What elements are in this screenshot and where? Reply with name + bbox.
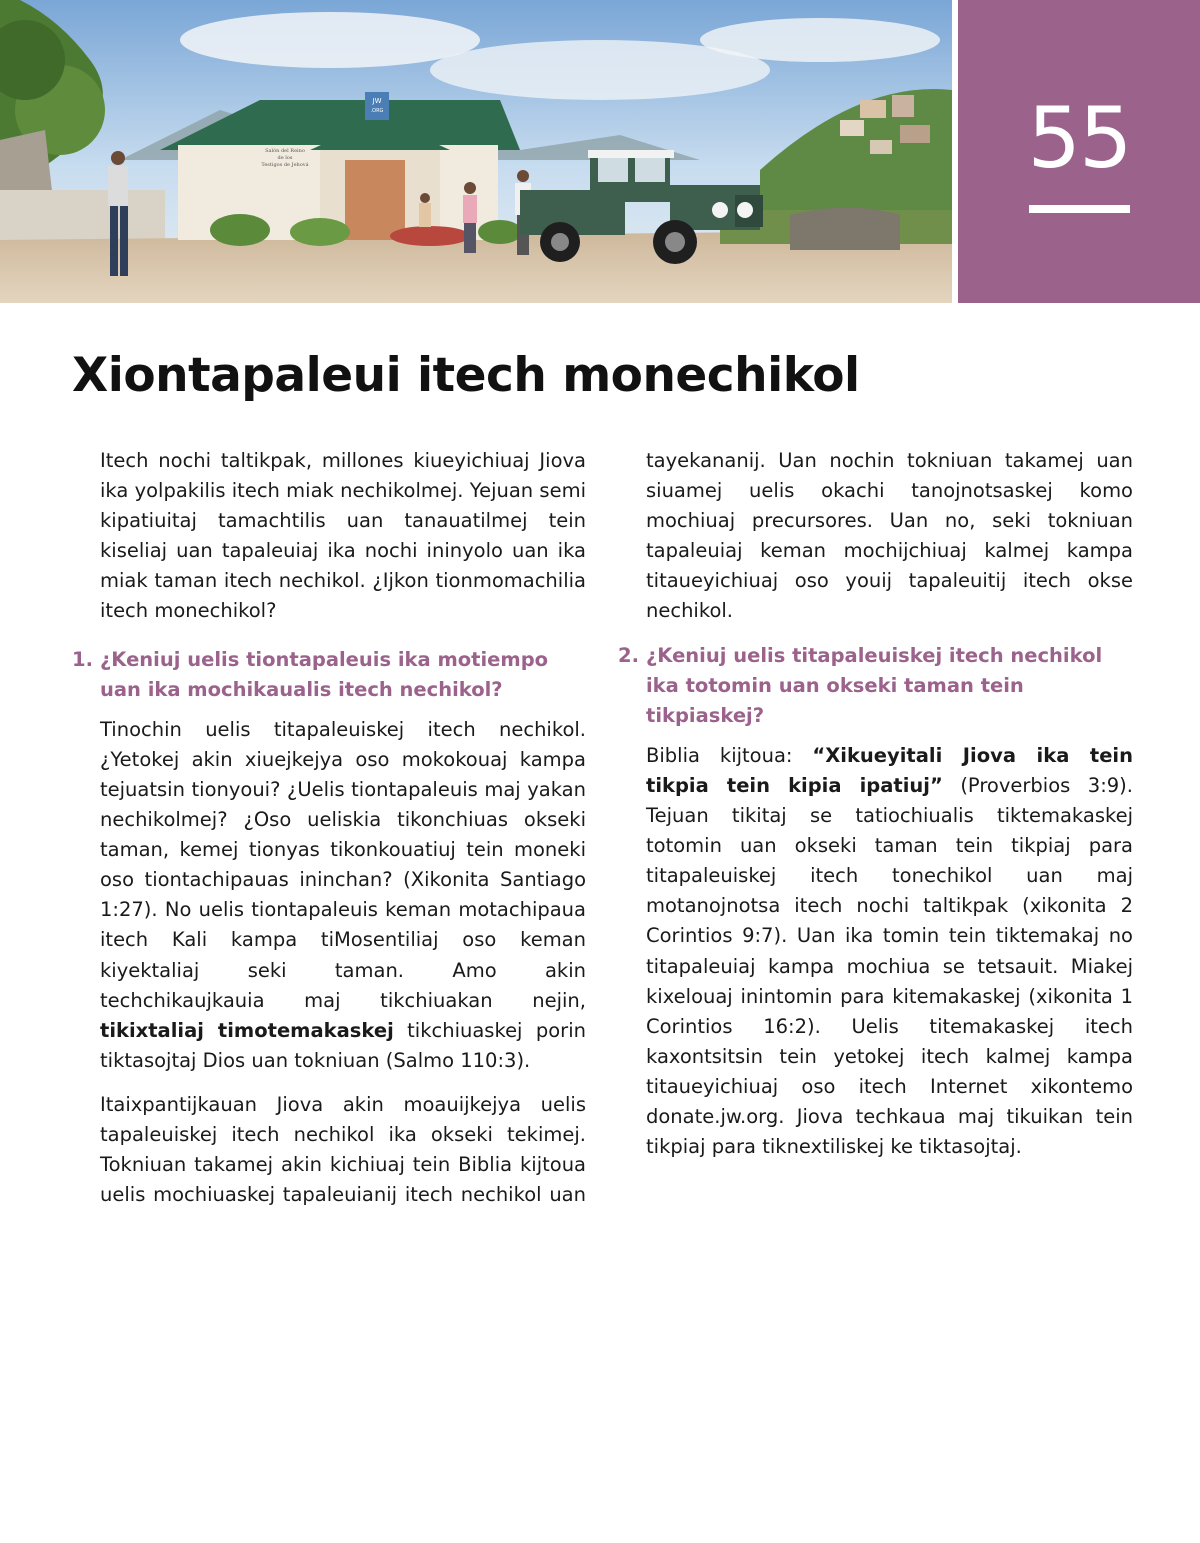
lesson-number-underline [1029,205,1130,213]
section-2-number: 2. [618,643,639,667]
page-title: Xiontapaleui itech monechikol [72,348,860,403]
section-1-paragraph-1-end: tikchiuaskej porin tiktasojtaj Dios uan tokniuan (Salmo 110:3). [100,1018,586,1072]
section-1-question [72,645,586,705]
svg-text:Testigos de Jehová: Testigos de Jehová [261,162,309,168]
svg-text:.ORG: .ORG [370,108,384,114]
section-1-number: 1. [72,647,93,671]
section-2-paragraph-1-end: (Proverbios 3:9). Tejuan tikitaj se tatiochiualis tiktemakaskej totomin uan okseki taman tein tikpiaj para titapaleuiskej itech tonechikol uan maj motanojnotsa itech nochi taltikpak (xikonita 2 Corintios 9:7). Uan ika tomin tein tiktemakaj no titapaleuiaj kampa mochiua se tetsauit. Miakej kixelouaj inintomin para kitemakaskej (xikonita 1 Corintios 16:2). Uelis titemakaskej itech kaxontsitsin tein yetokej itech kalmej kampa titaueyichiuaj oso itech Internet xikontemo donate.jw.org. Jiova techkaua maj tikuikan tein tikpiaj para tiknextiliskej ke tiktasojtaj. [646,773,1133,1159]
hero-image [0,0,952,303]
svg-text:de los: de los [277,155,293,161]
section-1-paragraph-1-text: Tinochin uelis titapaleuiskej itech nechikol. ¿Yetokej akin xiuejkejya oso mokokouaj kampa tejuatsin tionyoui? ¿Uelis tiontapaleuis maj yakan nechikolmej? ¿Oso ueliskia tikonchiuas okseki taman, kemej tionyas tikonkouatiuj tein moneki oso tiontachipauas ininchan? (Xikonita Santiago 1:27). No uelis tiontapaleuis keman motachipaua itech Kali kampa tiMosentiliaj oso keman kiyektaliaj seki taman. Amo akin techchikaujkauia maj tikchiuakan nejin, [100,717,586,1012]
svg-text:JW: JW [372,97,382,105]
section-1-emphasis: tikixtaliaj timotemakaskej [100,1018,394,1042]
section-2-question [618,641,1133,731]
kingdom-hall-illustration [0,0,952,303]
section-1-paragraph-2: Itaixpantijkauan Jiova akin moauijkejya uelis tapaleuiskej itech nechikol ika okseki tekimej. Tokniuan takamej akin kichiuaj tein Biblia kijtoua uelis mochiuaskej tapaleuianij itech nechikol uan [100,1092,586,1207]
section-1-paragraph-2-continued: tayekananij. Uan nochin tokniuan takamej uan siuamej uelis okachi tanojnotsaskej komo mochiuaj precursores. Uan no, seki tokniuan tapaleuiaj keman mochijchiuaj kalmej kampa titaueyichiuaj oso youij tapaleuitij itech okse nechikol. [646,449,1133,623]
left-column [72,446,586,1224]
section-2-emphasis: “Xikueyitali Jiova ika tein tikpia tein kipia ipatiuj” [646,743,1133,797]
lesson-number-panel [958,0,1200,303]
section-2-paragraph-1 [646,741,1133,1162]
section-2-question-text: ¿Keniuj uelis titapaleuiskej itech nechikol ika totomin uan okseki taman tein tikpiaskej? [646,643,1103,727]
intro-paragraph: Itech nochi taltikpak, millones kiueyichiuaj Jiova ika yolpakilis itech miak nechikolmej. Yejuan semi kipatiuitaj tamachtilis uan tanauatilmej tein kiseliaj uan tapaleuiaj ika nochi ininyolo uan ika miak taman itech nechikol. ¿Ijkon tionmomachilia itech monechikol? [100,449,586,623]
lesson-number: 55 [1027,89,1131,187]
section-2-paragraph-1-text: Biblia kijtoua: [646,743,813,767]
svg-text:Salón del Reino: Salón del Reino [265,148,305,154]
section-1-paragraph-1 [100,715,586,1076]
right-column [618,446,1133,1176]
section-1-question-text: ¿Keniuj uelis tiontapaleuis ika motiempo uan ika mochikaualis itech nechikol? [100,647,549,701]
